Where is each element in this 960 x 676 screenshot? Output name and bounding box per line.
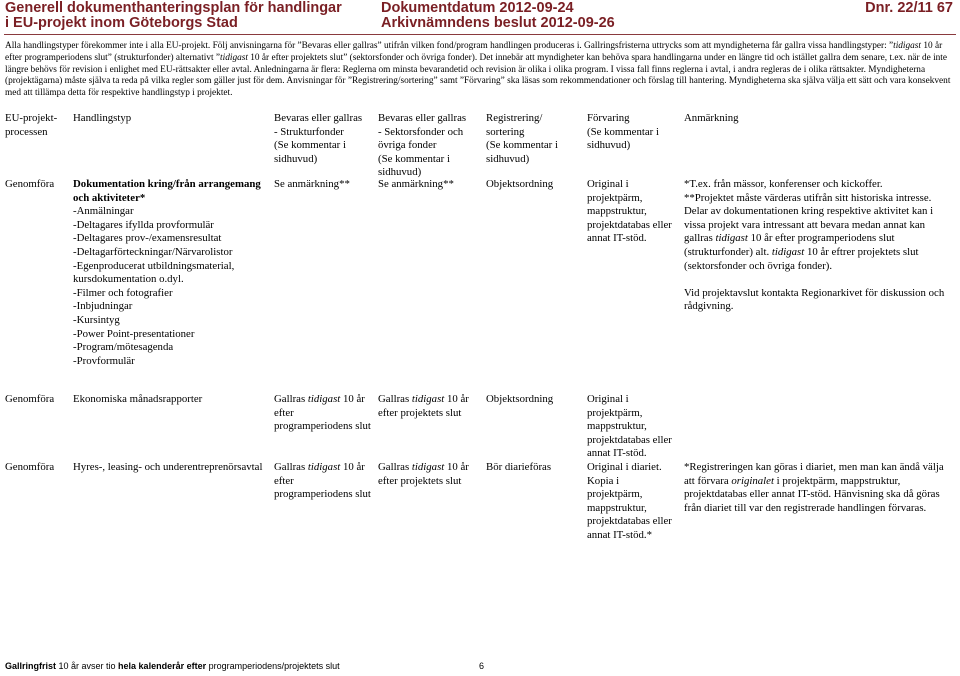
- table-row-process: Genomföra: [5, 178, 55, 190]
- col-header-remark: Anmärkning: [684, 112, 739, 124]
- table-row-type: Hyres-, leasing- och underentreprenörsavtal: [73, 461, 263, 473]
- table-row-storage: Original i projektpärm, mappstruktur, projektdatabas eller annat IT-stöd.: [587, 178, 672, 245]
- intro-paragraph: Alla handlingstyper förekommer inte i alla EU-projekt. Följ anvisningarna för ”Bevaras eller gallras” utifrån vilken fond/program handlingen produceras i. Gallringsfristerna uttrycks som att myndigheterna får gallra vissa handlingstyper: ”tidigast 10 år efter programperiodens slut” (strukturfonder) alternativt ”tidigast 10 år efter projektets slut” (sektorsfonder och övriga fonder). Det innebär att myndigheter kan behöva spara handlingarna under en längre tid och istället gallra dem senare, t.ex. när de inte längre behövs för revision i enlighet med EU-rättsakter eller avtal. Anledningarna är flera: Reglerna om minsta bevarandetid och revision är olika i olika program. I vissa fall finns reglerna i avtal, i andra regleras de i olika rättsakter. Myndigheterna (projektägarna) måste själva ta reda på vilka regler som gäller just för dem. Anvisningar för ”Registrering/sortering” samt ”Förvaring” ska läsas som rekommendationer och förslag till hantering. Myndigheterna ska själva välja ett sätt och vara konsekvent med att tillämpa detta för respektive handlingstyp i projektet.: [5, 41, 951, 99]
- table-row-process: Genomföra: [5, 393, 55, 405]
- page-number: 6: [479, 661, 485, 671]
- col-header-process: EU-projekt- processen: [5, 112, 58, 138]
- table-row-structural: Gallras tidigast 10 år efter programperiodens slut: [274, 393, 371, 433]
- col-header-type: Handlingstyp: [73, 112, 132, 124]
- col-header-storage: Förvaring (Se kommentar i sidhuvud): [587, 112, 659, 152]
- header-divider: [4, 34, 956, 35]
- table-row-process: Genomföra: [5, 461, 55, 473]
- plan-scope: i EU-projekt inom Göteborgs Stad: [5, 15, 238, 31]
- col-header-sector-funds: Bevaras eller gallras - Sektorsfonder och övriga fonder (Se kommentar i sidhuvud): [378, 112, 467, 179]
- table-row-type: Dokumentation kring/från arrangemang och aktiviteter* -Anmälningar -Deltagares ifyllda provformulär -Deltagares prov-/examensresultat -Deltagarförteckningar/Närvarolistor -Egenproducerat utbildningsmaterial, kursdokumentation o.dyl. -Filmer och fotografier -Inbjudningar -Kursintyg -Power Point-presentationer -Program/mötesagenda -Provformulär: [73, 178, 261, 367]
- col-header-registration: Registrering/ sortering (Se kommentar i sidhuvud): [486, 112, 558, 165]
- table-row-structural: Gallras tidigast 10 år efter programperiodens slut: [274, 461, 371, 501]
- table-row-sector: Gallras tidigast 10 år efter projektets slut: [378, 393, 469, 419]
- table-row-structural: Se anmärkning**: [274, 178, 350, 190]
- table-row-remark: *Registreringen kan göras i diariet, men man kan ändå välja att förvara originalet i projektpärm, mappstruktur, projektdatabas eller annat IT-stöd. Hänvisning ska då göras från diariet till var den registrerade handlingen förvaras.: [684, 461, 944, 514]
- registration-number: Dnr. 22/11 67: [865, 0, 953, 16]
- page-header: [0, 0, 960, 34]
- table-row-registration: Objektsordning: [486, 178, 554, 190]
- table-row-storage: Original i projektpärm, mappstruktur, projektdatabas eller annat IT-stöd.: [587, 393, 672, 460]
- plan-title: Generell dokumenthanteringsplan för handlingar: [5, 0, 342, 16]
- footer-note: Gallringfrist 10 år avser tio hela kalenderår efter programperiodens/projektets slut: [5, 661, 340, 671]
- table-row-sector: Se anmärkning**: [378, 178, 454, 190]
- decision-date: Arkivnämndens beslut 2012-09-26: [381, 15, 615, 31]
- table-row-registration: Bör diarieföras: [486, 461, 552, 473]
- document-date: Dokumentdatum 2012-09-24: [381, 0, 574, 16]
- col-header-structural-funds: Bevaras eller gallras - Strukturfonder (Se kommentar i sidhuvud): [274, 112, 363, 165]
- table-row-registration: Objektsordning: [486, 393, 554, 405]
- table-row-sector: Gallras tidigast 10 år efter projektets slut: [378, 461, 469, 487]
- table-row-type: Ekonomiska månadsrapporter: [73, 393, 203, 405]
- table-row-remark: *T.ex. från mässor, konferenser och kickoffer. **Projektet måste värderas utifrån sitt historiska intresse. Delar av dokumentationen kring respektive aktivitet kan i vissa projekt vara intressant att bevara medan annat kan gallras tidigast 10 år efter programperiodens slut (strukturfonder) alt. tidigast 10 år eftrer projektets slut (sektorsfonder och övriga fonder). Vid projektavslut kontakta Regionarkivet för diskussion och rådgivning.: [684, 178, 945, 313]
- table-row-storage: Original i diariet. Kopia i projektpärm, mappstruktur, projektdatabas eller annat IT-stöd.*: [587, 461, 672, 541]
